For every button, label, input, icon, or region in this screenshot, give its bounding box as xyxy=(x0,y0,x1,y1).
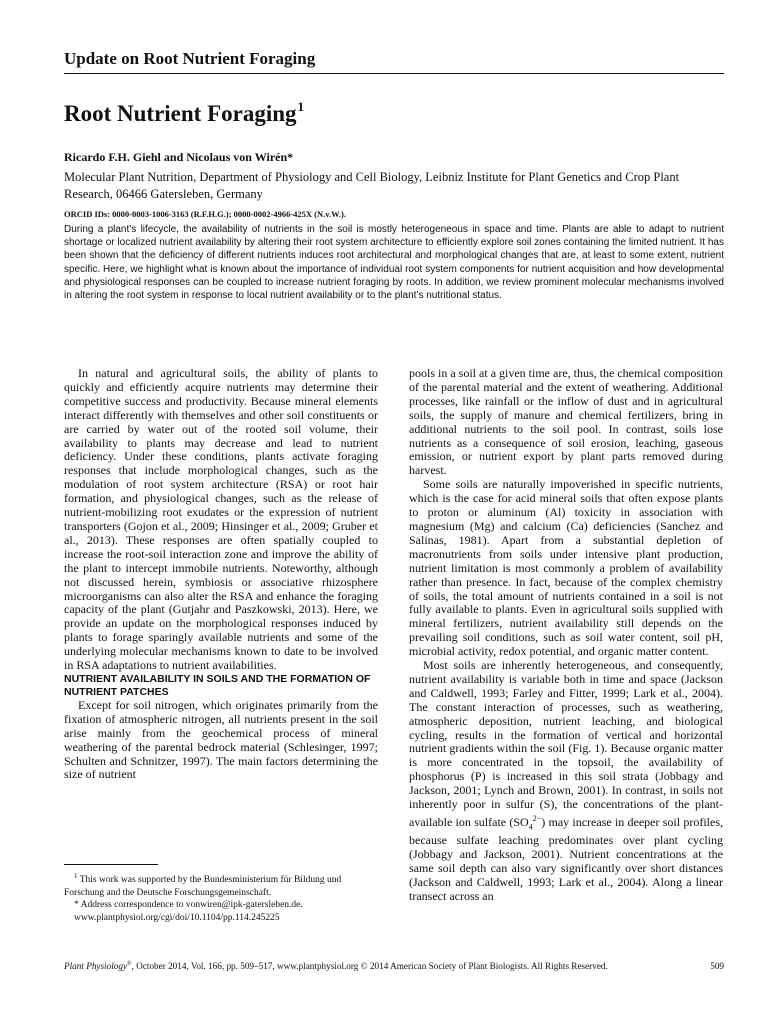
running-header xyxy=(64,49,724,69)
citation-text: , October 2014, Vol. 166, pp. 509–517, www.plantphysiol.org © 2014 American Society of Plant Biologists. All Rights Reserved. xyxy=(131,961,608,972)
section-label: Update on Root Nutrient Foraging xyxy=(64,49,316,68)
sulfate-ion xyxy=(513,814,542,832)
journal-name: Plant Physiology xyxy=(64,961,128,972)
affiliation: Molecular Plant Nutrition, Department of Physiology and Cell Biology, Leibniz Institute for Plant Genetics and Crop Plant Research, 06466 Gatersleben, Germany xyxy=(64,170,680,201)
body-paragraph: Some soils are naturally impoverished in specific nutrients, which is the case for acid mineral soils that often expose plants to proton or aluminum (Al) toxicity in association with magnesium (Mg) and calcium (Ca) deficiencies (Sanchez and Salinas, 1981). Apart from a substantial depletion of macronutrients from soils under intensive plant production, nutrient limitation is most commonly a problem of availability rather than presence. In fact, because of the complex chemistry of soils, the total amount of nutrients contained in a soil is not fully available to plants. Even in agricultural soils supplied with mineral fertilizers, nutrient availability still depends on the prevailing soil conditions, such as soil water content, soil pH, microbial activity, redox potential, and organic matter content. xyxy=(409,477,723,659)
right-column xyxy=(409,367,723,904)
page-number: 509 xyxy=(710,961,724,971)
body-paragraph: Except for soil nitrogen, which originates primarily from the fixation of atmospheric nitrogen, all nutrients present in the soil arise mainly from the geochemical process of mineral weathering of the parental bedrock material (Schlesinger, 1997; Schulten and Schnitzer, 1997). The main factors determining the size of nutrient xyxy=(64,697,378,782)
left-column xyxy=(64,367,378,782)
footnotes xyxy=(64,870,378,924)
intro-paragraph: In natural and agricultural soils, the ability of plants to quickly and efficiently acquire nutrients may determine their competitive success and productivity. Because mineral elements interact differently with themselves and other soil constituents or are carried by water out of the rooted soil volume, their availability to plants may decrease and lead to nutrient deficiency. Under these conditions, plants activate foraging responses that include morphological changes, such as the modulation of root system architecture (RSA) or root hair formation, and physiological changes, such as the release of nutrient-mobilizing root exudates or the expression of nutrient transporters (Gojon et al., 2009; Hinsinger et al., 2009; Gruber et al., 2013). These responses are often spatially coupled to increase the root-soil interaction zone and improve the ability of the plant to intercept immobile nutrients. Noteworthy, although not discussed herein, symbiosis or associative rhizosphere microorganisms can also alter the RSA and enhance the foraging capacity of the plant (Gutjahr and Paszkowski, 2013). Here, we provide an update on the morphological responses induced by plants to forage sparingly available nutrients and some of the underlying molecular mechanisms known to date to be involved in RSA adaptations to nutrient availabilities. xyxy=(64,366,378,673)
footnote-correspondence: * Address correspondence to vonwiren@ipk-gatersleben.de. xyxy=(74,900,303,911)
footnote-funding xyxy=(64,870,378,899)
footer-citation xyxy=(64,961,608,971)
section-heading: NUTRIENT AVAILABILITY IN SOILS AND THE FORMATION OF NUTRIENT PATCHES xyxy=(64,672,371,698)
paragraph-text: Most soils are inherently heterogeneous, and consequently, nutrient availability is variable both in time and space (Jackson and Caldwell, 1993; Farley and Fitter, 1999; Lark et al., 2004). The constant interaction of processes, such as weathering, atmospheric deposition, nutrient leaching, and biological cycling, results in the formation of vertical and horizontal nutrient gradients within the soil (Fig. 1). Because organic matter is more concentrated in the topsoil, the availability of phosphorus (P) is increased in this soil strata (Jobbagy and Jackson, 2001; Lynch and Brown, 2001). In contrast, in soils not inherently poor in sulfur (S), the concentrations of the plant-available ion sulfate ( xyxy=(409,658,723,829)
title-footnote-mark: 1 xyxy=(297,99,305,114)
body-paragraph-continued: pools in a soil at a given time are, thus, the chemical composition of the parental material and the extent of weathering. Additional processes, like rainfall or the inflow of dust and in agricultural soils, the supply of manure and chemical fertilizers, bring in additional nutrients to the soil pool. In contrast, soils lose nutrients as a consequence of soil erosion, leaching, gaseous emission, or nutrient export by plant parts removed during harvest. xyxy=(409,366,723,478)
registered-mark: ® xyxy=(127,961,132,967)
ion-base: SO xyxy=(513,815,529,829)
article-title xyxy=(64,92,304,129)
ion-charge: 2− xyxy=(532,814,542,823)
header-rule xyxy=(64,73,724,74)
article-title-text: Root Nutrient Foraging xyxy=(64,101,297,126)
paragraph-text: ) may increase in deeper soil profiles, because sulfate leaching predominates over plant cycling (Jobbagy and Jackson, 2001). Nutrient concentrations at the same soil depth can also vary significantly over short distances (Jackson and Caldwell, 1993; Lark et al., 2004). Along a linear transect across an xyxy=(409,815,723,903)
abstract: During a plant’s lifecycle, the availability of nutrients in the soil is mostly heterogeneous in space and time. Plants are able to adapt to nutrient shortage or localized nutrient availability by altering their root system architecture to efficiently explore soil zones containing the limited nutrient. It has been shown that the deficiency of different nutrients induces root architectural and morphological changes that are, at least to some extent, nutrient specific. Here, we highlight what is known about the importance of individual root system components for nutrient acquisition and how developmental and physiological responses can be coupled to increase nutrient foraging by roots. In addition, we review prominent molecular mechanisms involved in altering the root system in response to local nutrient availability or to the plant’s nutritional status. xyxy=(64,224,724,302)
ion-subscript: 4 xyxy=(528,822,533,832)
footnote-text: This work was supported by the Bundesministerium für Bildung und Forschung and the Deutsche Forschungsgemeinschaft. xyxy=(64,875,342,898)
footnote-rule xyxy=(64,864,158,865)
body-paragraph xyxy=(409,659,723,904)
authors: Ricardo F.H. Giehl and Nicolaus von Wirén* xyxy=(64,150,294,164)
footnote-mark: 1 xyxy=(74,872,78,880)
orcid-ids: ORCID IDs: 0000-0003-1006-3163 (R.F.H.G.); 0000-0002-4966-425X (N.v.W.). xyxy=(64,209,346,219)
footnote-doi: www.plantphysiol.org/cgi/doi/10.1104/pp.114.245225 xyxy=(74,912,280,923)
